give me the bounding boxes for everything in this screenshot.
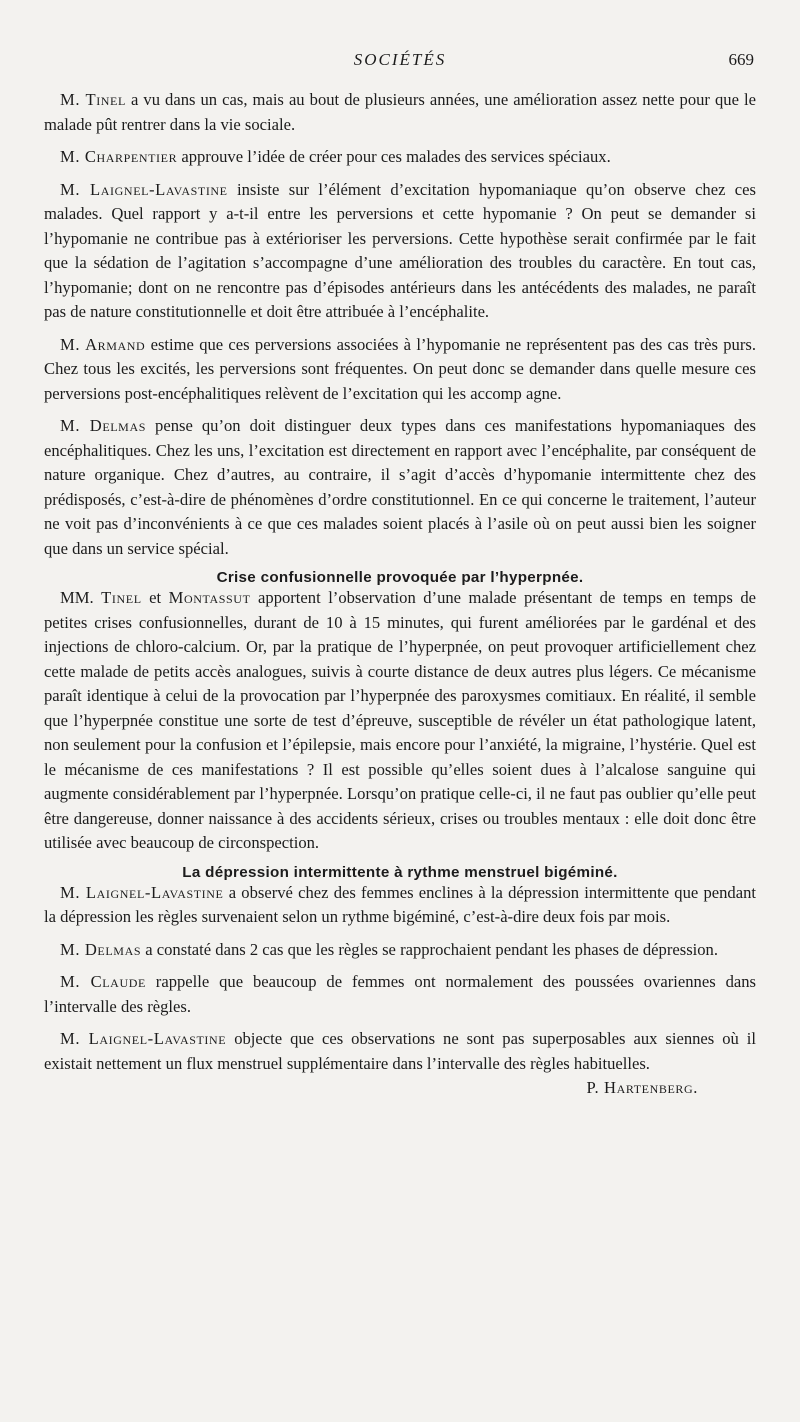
author-signature: P. Hartenberg.	[586, 1078, 698, 1097]
paragraph-text: objecte que ces observations ne sont pas superposables aux siennes où il existait nettement un flux menstruel supplémentaire dans l’intervalle des règles habituelles.	[44, 1029, 756, 1073]
paragraph-charpentier	[44, 145, 756, 170]
paragraph-delmas	[44, 414, 756, 561]
speaker-name: M. Claude	[60, 972, 146, 991]
paragraph-text: a vu dans un cas, mais au bout de plusieurs années, une amélioration assez nette pour que le malade pût rentrer dans la vie sociale.	[44, 90, 756, 134]
speaker-name: M. Charpentier	[60, 147, 178, 166]
paragraph-laignel-lavastine-3	[44, 1027, 756, 1097]
paragraph-text: a constaté dans 2 cas que les règles se rapprochaient pendant les phases de dépression.	[141, 939, 719, 959]
speaker-join: et	[141, 588, 169, 607]
page-body	[44, 88, 756, 1101]
paragraph-tinel-montassut	[44, 586, 756, 856]
paragraph-text: a observé chez des femmes enclines à la dépression intermittente que pendant la dépression les règles survenaient selon un rythme bigéminé, c’est-à-dire deux fois par mois.	[44, 882, 757, 926]
speaker-name: M. Armand	[60, 334, 146, 354]
page-number: 669	[728, 50, 754, 69]
speaker-name: M. Delmas	[60, 939, 142, 959]
speaker-name: M. Laignel-Lavastine	[60, 882, 224, 902]
paragraph-text: approuve l’idée de créer pour ces malades des services spéciaux.	[177, 147, 611, 166]
running-title: SOCIÉTÉS	[353, 50, 447, 69]
speaker-name: M. Laignel-Lavastine	[60, 1029, 227, 1048]
paragraph-text: apportent l’observation d’une malade présentant de temps en temps de petites crises confusionnelles, durant de 10 à 15 minutes, qui furent améliorées par le gardénal et des injections de chloro-calcium. Or, par la pratique de l’hyperpnée, on peut provoquer artificiellement chez cette malade de petits accès analogues, suivis à courte distance de deux autres plus légers. Ce mécanisme paraît identique à celui de la provocation par l’hyperpnée des paroxysmes comitiaux. En réalité, il semble que l’hyperpnée constitue une sorte de test d’épreuve, susceptible de révéler un état pathologique latent, non seulement pour la confusion et l’épilepsie, mais encore pour l’anxiété, la migraine, l’hystérie. Quel est le mécanisme de ces manifestations ? Il est possible qu’elles soient dues à l’alcalose sanguine qui augmente considérablement par l’hyperpnée. Lorsqu’on pratique celle-ci, il ne faut pas oublier qu’elle peut être dangereuse, donner naissance à des accidents sérieux, crises ou troubles mentaux : elle doit donc être utilisée avec beaucoup de circonspection.	[44, 588, 756, 852]
paragraph-text: insiste sur l’élément d’excitation hypomaniaque qu’on observe chez ces malades. Quel rapport y a-t-il entre les perversions et cette hypomanie ? On peut se demander si l’hypomanie ne contribue pas à extérioriser les perversions. Cette hypothèse serait confirmée par le fait que la sédation de l’agitation s’accompagne d’une amélioration des troubles du caractère. En tout cas, l’hypomanie; dont on ne rencontre pas d’épisodes antérieurs dans les antécédents des malades, ne paraît pas de nature constitutionnelle et doit être attribuée à l’encéphalite.	[44, 179, 756, 321]
section-heading-depression: La dépression intermittente à rythme menstruel bigéminé.	[182, 863, 618, 881]
running-header	[44, 50, 756, 74]
paragraph-armand	[44, 333, 756, 407]
paragraph-claude	[44, 970, 756, 1019]
section-heading-crise: Crise confusionnelle provoquée par l’hyperpnée.	[216, 569, 584, 586]
speaker-prefix: MM.	[60, 588, 102, 607]
speaker-name: Tinel	[101, 588, 142, 607]
paragraph-text: pense qu’on doit distinguer deux types dans ces manifestations hypomaniaques des encéphalitiques. Chez les uns, l’excitation est directement en rapport avec l’encéphalite, par conséquent de nature organique. Chez d’autres, au contraire, il s’agit d’accès d’hypomanie intermittente chez des prédisposés, c’est-à-dire de phénomènes d’ordre constitutionnel. En ce qui concerne le traitement, l’auteur ne voit pas d’inconvénients à ce que ces malades soient placés à l’asile où on peut aussi bien les soigner que dans un service spécial.	[44, 416, 756, 558]
speaker-name: M. Delmas	[60, 416, 146, 435]
speaker-name: M. Laignel-Lavastine	[60, 179, 228, 199]
paragraph-laignel-lavastine-2	[44, 881, 756, 930]
paragraph-laignel-lavastine	[44, 178, 756, 325]
speaker-name: M. Tinel	[60, 90, 126, 109]
paragraph-text: rappelle que beaucoup de femmes ont normalement des poussées ovariennes dans l’intervalle des règles.	[44, 972, 756, 1016]
paragraph-delmas-2	[44, 938, 756, 963]
journal-page	[44, 0, 756, 1422]
speaker-name: Montassut	[168, 588, 251, 607]
paragraph-text: estime que ces perversions associées à l’hypomanie ne représentent pas des cas très purs. Chez tous les excités, les perversions sont fréquentes. On peut donc se demander dans quelle mesure ces perversions post-encéphalitiques relèvent de l’excitation qui les accomp agne.	[44, 334, 756, 403]
paragraph-tinel	[44, 88, 756, 137]
